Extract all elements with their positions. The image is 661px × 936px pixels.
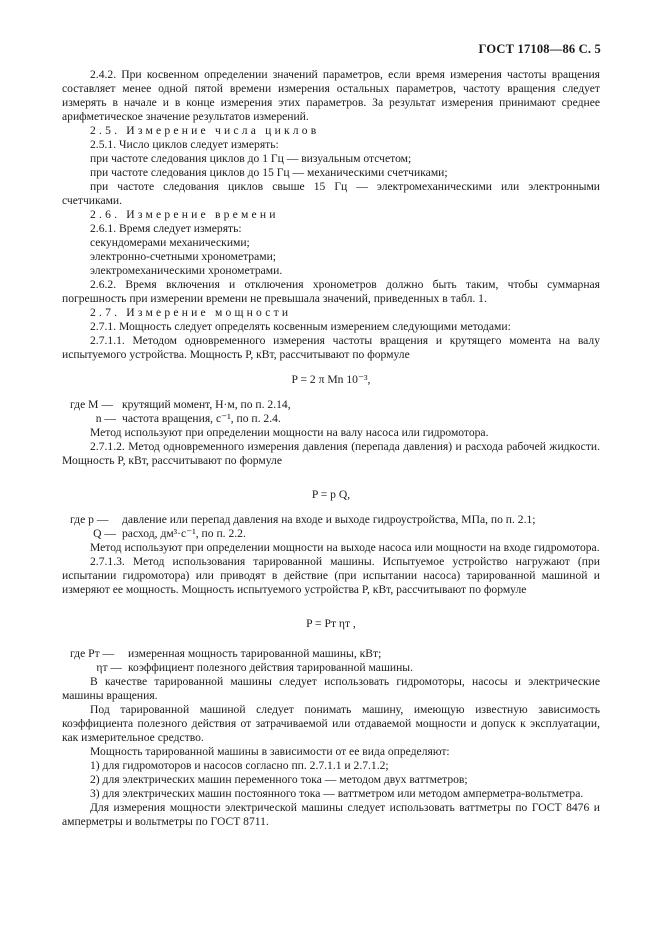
paragraph-2-6-1: 2.6.1. Время следует измерять: [90,222,242,235]
paragraph-2-4-2: 2.4.2. При косвенном определении значений параметров, если время измерения частоты вращения составляет менее одной пятой времени измерения остальных параметров, частоту вращения следует измерять в начале и в конце измерения этих параметров. За результат измерения принимают среднее арифметическое значение результатов измерений. [62,68,600,123]
list-item: электромеханическими хронометрами. [90,264,283,277]
definition-row [70,527,600,541]
formula-definitions [62,513,600,541]
section-heading-text: 2.6. Измерение времени [90,208,279,221]
list-item: секундомерами механическими; [90,236,250,249]
formula-definitions [62,647,600,675]
section-heading-2-5 [62,124,600,138]
definition-symbol: Q — [93,527,116,540]
paragraph-2-7-1: 2.7.1. Мощность следует определять косвенным измерением следующими методами: [90,320,511,333]
paragraph-2-7-1-1: 2.7.1.1. Методом одновременного измерения частоты вращения и крутящего момента на валу испытуемого устройства. Мощность P, кВт, рассчитывают по формуле [62,334,600,361]
section-heading-2-6 [62,208,600,222]
definition-symbol: ηт — [96,661,122,674]
definition-row [70,513,600,527]
definition-text: коэффициент полезного действия тарированной машины. [128,661,413,674]
list-item: при частоте следования циклов до 1 Гц — визуальным отсчетом; [90,152,412,165]
paragraph-method-use: Метод используют при определении мощности на валу насоса или гидромотора. [90,426,489,439]
paragraph: Мощность тарированной машины в зависимости от ее вида определяют: [90,745,450,758]
list-item: при частоте следования циклов свыше 15 Гц — электромеханическими или электронными счетчиками. [62,180,600,207]
definition-row [70,661,600,675]
definition-row [70,398,600,412]
section-heading-text: 2.7. Измерение мощности [90,306,292,319]
formula-power-pressure: P = p Q, [311,488,351,501]
definition-symbol: где Pт — [70,647,115,660]
formula-power-tared: P = Pт ηт , [306,617,356,630]
definition-text: частота вращения, с⁻¹, по п. 2.4. [122,412,281,425]
paragraph-2-7-1-3: 2.7.1.3. Метод использования тарированной машины. Испытуемое устройство нагружают (при испытании гидромотора) или приводят в действие (при испытании насоса) тарированной машиной и измеряют ее мощность. Мощность испытуемого устройства P, кВт, рассчитывают по формуле [62,555,600,596]
paragraph-method-use: Метод используют при определении мощности на выходе насоса или мощности на входе гидромотора. [90,541,600,554]
definition-text: крутящий момент, Н·м, по п. 2.14, [122,398,291,411]
formula-definitions [62,398,600,426]
paragraph: Для измерения мощности электрической машины следует использовать ваттметры по ГОСТ 8476 и амперметры и вольтметры по ГОСТ 8711. [62,801,600,828]
page-header: ГОСТ 17108—86 С. 5 [478,42,601,56]
list-item: 3) для электрических машин постоянного тока — ваттметром или методом амперметра-вольтметра. [90,787,584,800]
section-heading-text: 2.5. Измерение числа циклов [90,124,320,137]
list-item: при частоте следования циклов до 15 Гц — механическими счетчиками; [90,166,448,179]
paragraph-2-6-2: 2.6.2. Время включения и отключения хронометров должно быть таким, чтобы суммарная погрешность при измерении времени не превышала значений, приведенных в табл. 1. [62,278,600,305]
list-item: 2) для электрических машин переменного тока — методом двух ваттметров; [90,773,468,786]
definition-text: измеренная мощность тарированной машины, кВт; [128,647,382,660]
definition-symbol: где M — [70,398,113,411]
definition-row [70,412,600,426]
definition-symbol: n — [95,412,116,425]
paragraph-2-7-1-2: 2.7.1.2. Метод одновременного измерения давления (перепада давления) и расхода рабочей жидкости. Мощность P, кВт, рассчитывают по формуле [62,440,600,467]
list-item: 1) для гидромоторов и насосов согласно пп. 2.7.1.1 и 2.7.1.2; [90,759,389,772]
list-item: электронно-счетными хронометрами; [90,250,277,263]
paragraph: В качестве тарированной машины следует использовать гидромоторы, насосы и электрические машины вращения. [62,675,600,702]
formula-power-torque: P = 2 π Mn 10⁻³, [291,373,371,386]
definition-text: давление или перепад давления на входе и выходе гидроустройства, МПа, по п. 2.1; [122,513,536,526]
definition-text: расход, дм³·с⁻¹, по п. 2.2. [122,527,246,540]
document-body [62,68,600,829]
definition-row [70,647,600,661]
section-heading-2-7 [62,306,600,320]
paragraph-2-5-1: 2.5.1. Число циклов следует измерять: [90,138,279,151]
paragraph: Под тарированной машиной следует понимать машину, имеющую известную зависимость коэффициента полезного действия от затрачиваемой или отдаваемой мощности и допуск к эксплуатации, как измерительное средство. [62,703,600,744]
definition-symbol: где p — [70,513,109,526]
